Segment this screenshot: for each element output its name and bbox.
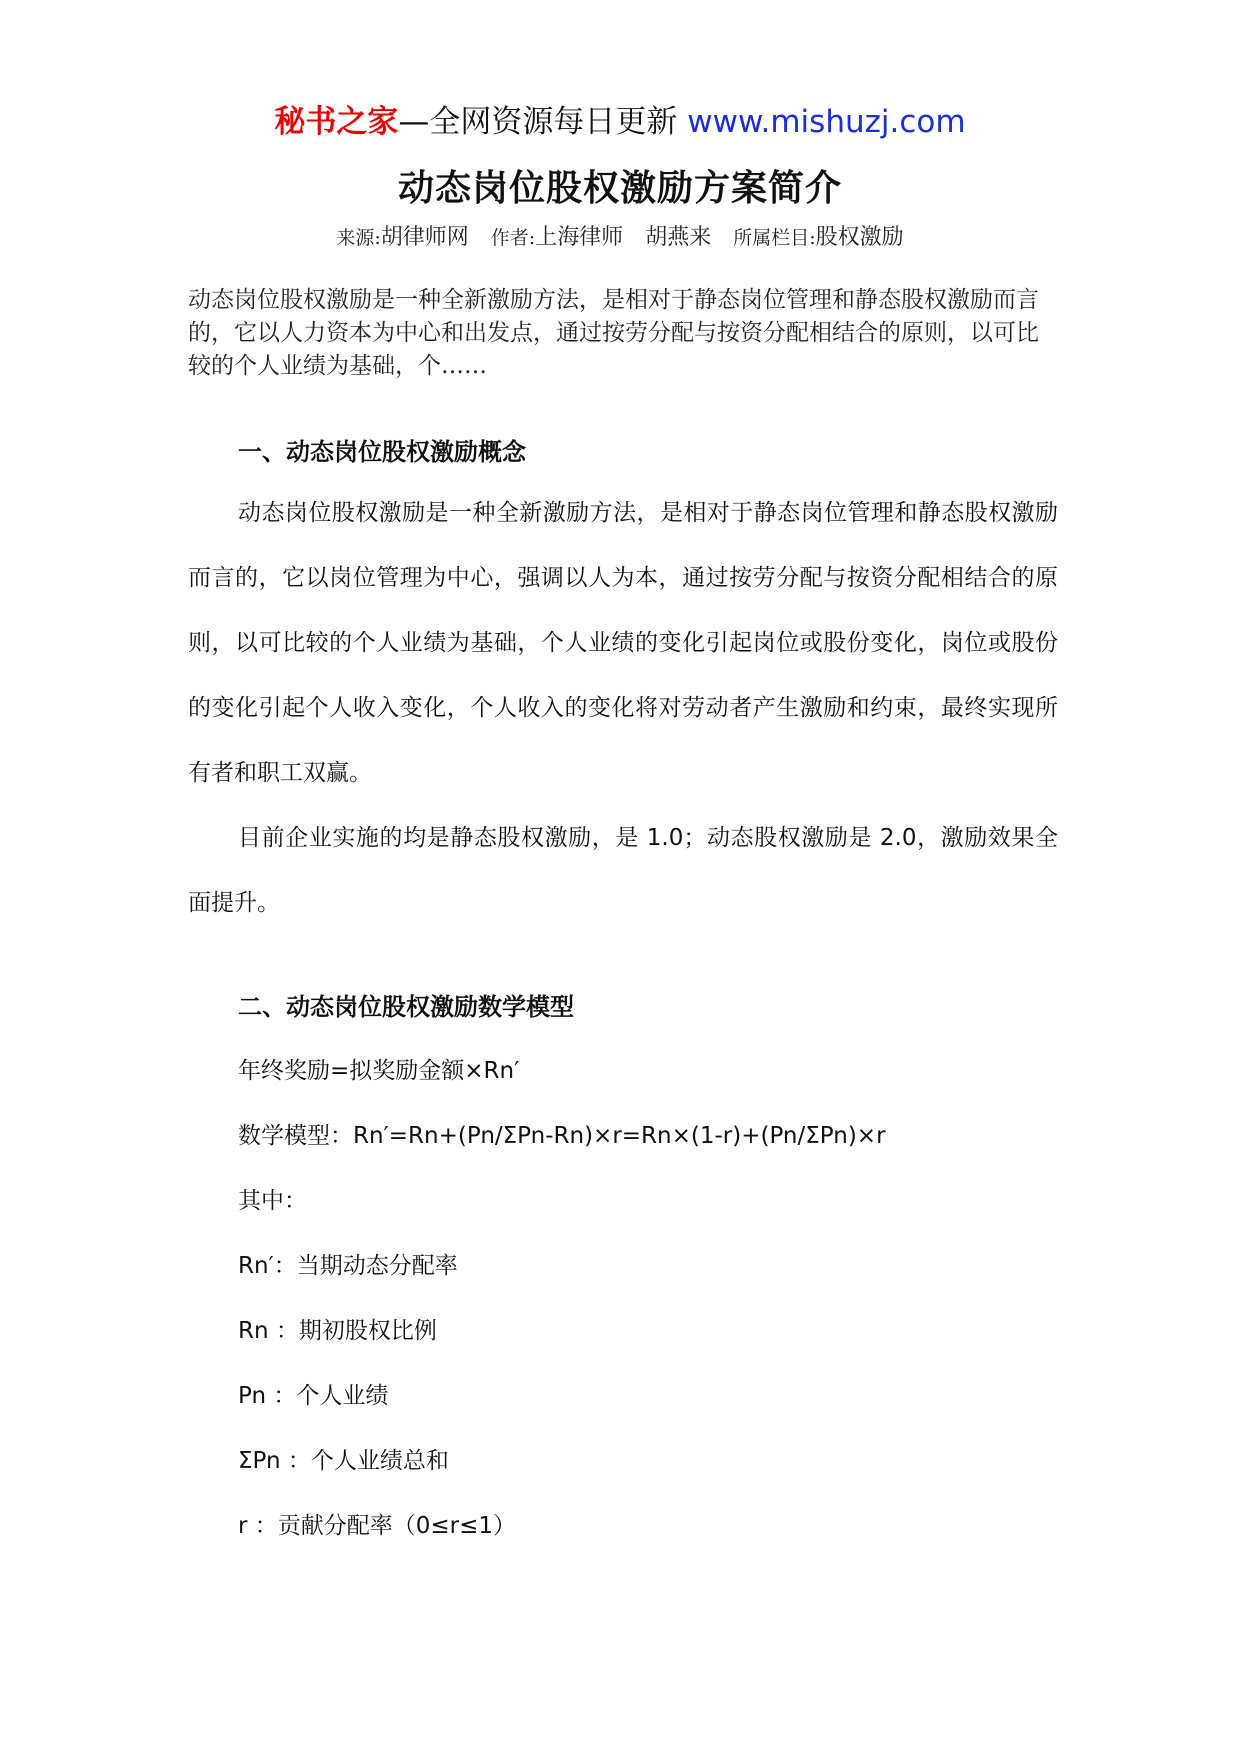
source-value: 胡律师网 <box>380 225 469 250</box>
definition-rn: Rn ：期初股权比例 <box>238 1318 437 1344</box>
definition-sum-pn: ΣPn ：个人业绩总和 <box>238 1448 449 1474</box>
definition-r: r ：贡献分配率（0≤r≤1） <box>238 1513 517 1539</box>
section-heading-concept: 一、动态岗位股权激励概念 <box>238 438 526 466</box>
concept-paragraph: 动态岗位股权激励是一种全新激励方法，是相对于静态岗位管理和静态股权激励而言的，它以岗位管理为中心，强调以人为本，通过按劳分配与按资分配相结合的原则，以可比较的个人业绩为基础，个人业绩的变化引起岗位或股份变化，岗位或股份的变化引起个人收入变化，个人收入的变化将对劳动者产生激励和约束，最终实现所有者和职工双赢。 <box>188 500 1058 786</box>
article-summary: 动态岗位股权激励是一种全新激励方法，是相对于静态岗位管理和静态股权激励而言的，它以人力资本为中心和出发点，通过按劳分配与按资分配相结合的原则，以可比较的个人业绩为基础，个…… <box>188 287 1039 379</box>
formula-line-bonus: 年终奖励=拟奖励金额×Rn′ <box>238 1058 520 1084</box>
author-value: 上海律师 胡燕来 <box>535 225 712 250</box>
column-value: 股权激励 <box>815 225 904 250</box>
formula-line-model: 数学模型：Rn′=Rn+(Pn/ΣPn-Rn)×r=Rn×(1-r)+(Pn/ΣPn)×r <box>238 1123 886 1149</box>
site-url-link[interactable]: www.mishuzj.com <box>687 104 966 140</box>
article-meta <box>0 222 1240 254</box>
formula-line-where: 其中： <box>238 1188 307 1214</box>
definition-pn: Pn ：个人业绩 <box>238 1383 389 1409</box>
document-title: 动态岗位股权激励方案简介 <box>397 168 842 209</box>
author-label: 作者: <box>490 227 536 249</box>
section-heading-model: 二、动态岗位股权激励数学模型 <box>238 993 574 1021</box>
brand-name: 秘书之家 <box>274 104 399 140</box>
version-paragraph: 目前企业实施的均是静态股权激励，是 1.0；动态股权激励是 2.0，激励效果全面提升。 <box>188 825 1058 916</box>
header-slogan: —全网资源每日更新 <box>398 104 688 140</box>
source-label: 来源: <box>336 227 381 249</box>
column-label: 所属栏目: <box>733 227 816 249</box>
site-header <box>0 100 1240 144</box>
definition-rn-prime: Rn′：当期动态分配率 <box>238 1253 458 1279</box>
